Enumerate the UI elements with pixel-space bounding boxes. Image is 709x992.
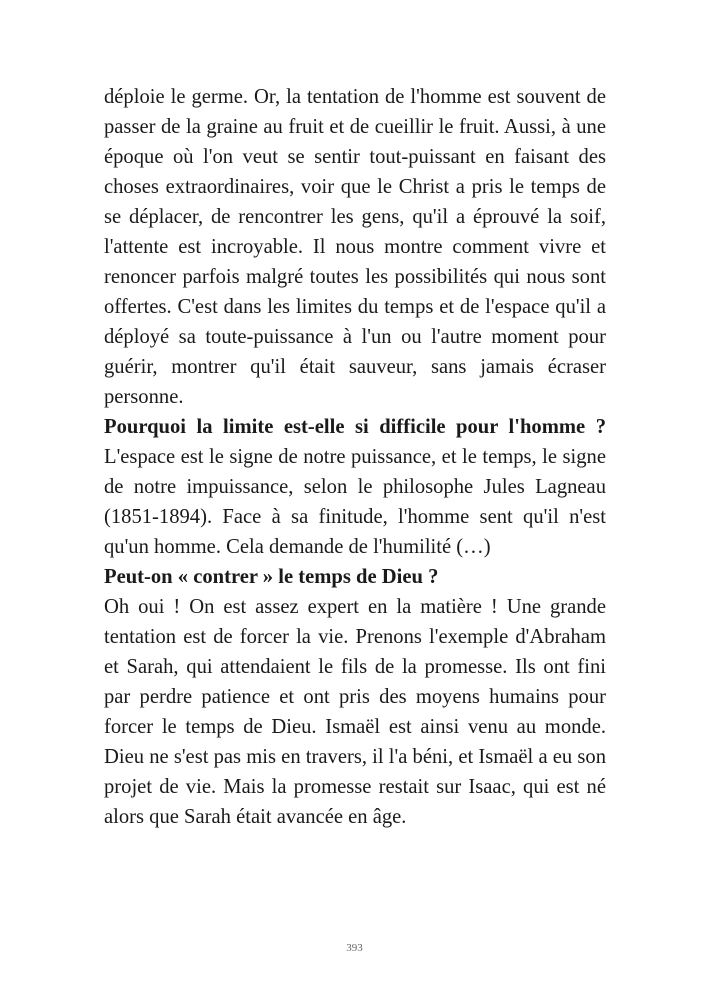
paragraph: déploie le germe. Or, la tentation de l'homme est souvent de passer de la graine au fruit et de cueillir le fruit. Aussi, à une époque où l'on veut se sentir tout-puissant en faisant des choses extraordinaires, voir que le Christ a pris le temps de se déplacer, de rencontrer les gens, qu'il a éprouvé la soif, l'attente est incroyable. Il nous montre comment vivre et renoncer parfois malgré toutes les possibilités qui nous sont offertes. C'est dans les limites du temps et de l'espace qu'il a déployé sa toute-puissance à l'un ou l'autre moment pour guérir, montrer qu'il était sauveur, sans jamais écraser personne. <box>104 86 606 408</box>
section-heading: Peut-on « contrer » le temps de Dieu ? <box>104 566 439 588</box>
question-paragraph <box>104 412 606 562</box>
paragraph: Oh oui ! On est assez expert en la matière ! Une grande tentation est de forcer la vie. Prenons l'exemple d'Abraham et Sarah, qui attendaient le fils de la promesse. Ils ont fini par perdre patience et ont pris des moyens humains pour forcer le temps de Dieu. Ismaël est ainsi venu au monde. Dieu ne s'est pas mis en travers, il l'a béni, et Ismaël a eu son projet de vie. Mais la promesse restait sur Isaac, qui est né alors que Sarah était avancée en âge. <box>104 596 606 828</box>
page-number: 393 <box>346 942 363 954</box>
body-text <box>104 82 606 832</box>
question-heading: Pourquoi la limite est-elle si difficile pour l'homme ? <box>104 416 606 438</box>
answer-text: L'espace est le signe de notre puissance, et le temps, le signe de notre impuissance, selon le philosophe Jules Lagneau (1851-1894). Face à sa finitude, l'homme sent qu'il n'est qu'un homme. Cela demande de l'humilité (…) <box>104 446 606 558</box>
